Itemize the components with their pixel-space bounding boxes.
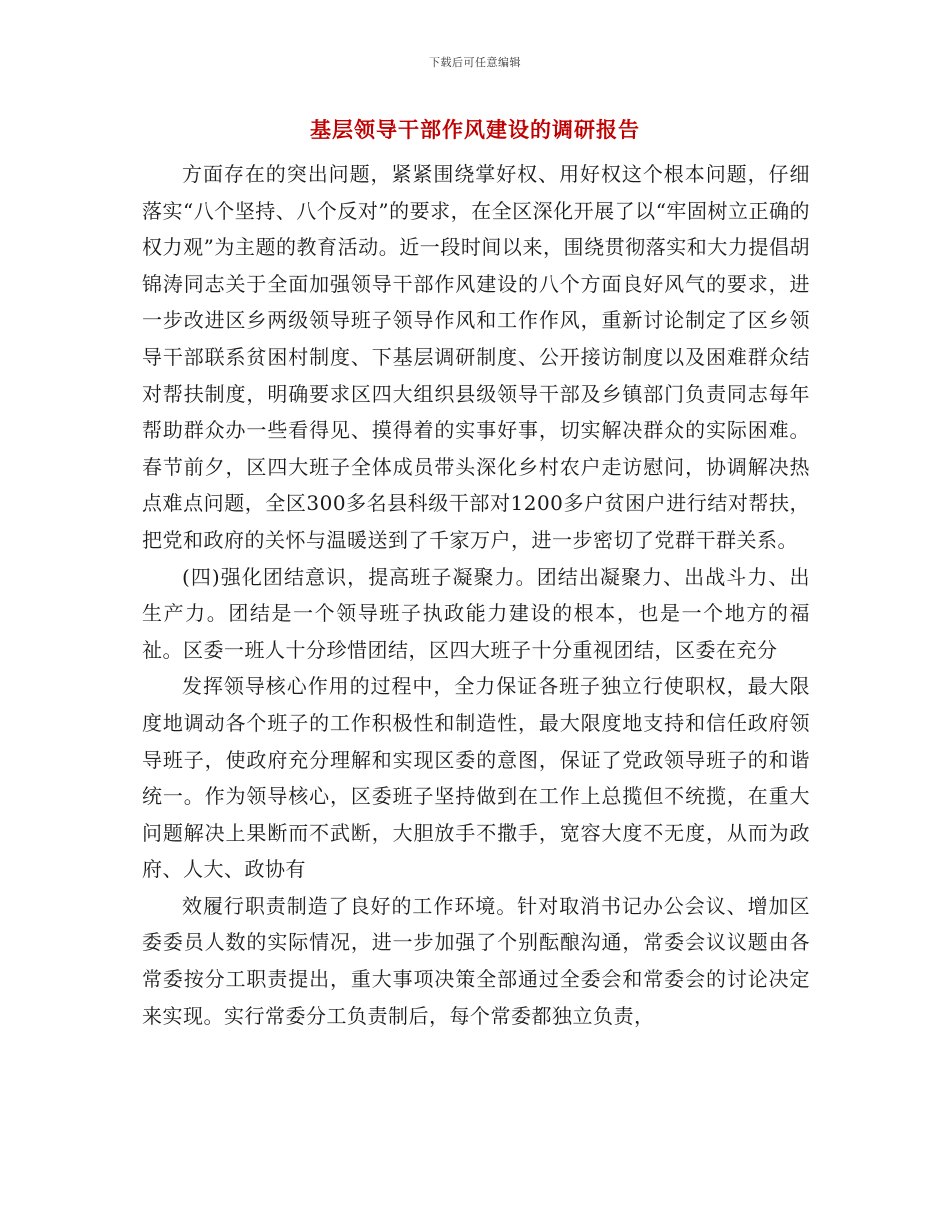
paragraph-2: (四)强化团结意识，提高班子凝聚力。团结出凝聚力、出战斗力、出生产力。团结是一个领导班子执政能力建设的根本，也是一个地方的福祉。区委一班人十分珍惜团结，区四大班子十分重视团结，区委在充分: [142, 564, 810, 662]
paragraph-4: 效履行职责制造了良好的工作环境。针对取消书记办公会议、增加区委委员人数的实际情况，进一步加强了个别酝酿沟通，常委会议议题由各常委按分工职责提出，重大事项决策全部通过全委会和常委会的讨论决定来实现。实行常委分工负责制后，每个常委都独立负责，: [142, 893, 810, 1028]
paragraph-1: 方面存在的突出问题，紧紧围绕掌好权、用好权这个根本问题，仔细落实“八个坚持、八个反对”的要求，在全区深化开展了以“牢固树立正确的权力观”为主题的教育活动。近一段时间以来，围绕贯彻落实和大力提倡胡锦涛同志关于全面加强领导干部作风建设的八个方面良好风气的要求，进一步改进区乡两级领导班子领导作风和工作作风，重新讨论制定了区乡领导干部联系贫困村制度、下基层调研制度、公开接访制度以及困难群众结对帮扶制度，明确要求区四大组织县级领导干部及乡镇部门负责同志每年帮助群众办一些看得见、摸得着的实事好事，切实解决群众的实际困难。春节前夕，区四大班子全体成员带头深化乡村农户走访慰问，协调解决热点难点问题，全区300多名县科级干部对1200多户贫困户进行结对帮扶，把党和政府的关怀与温暖送到了千家万户，进一步密切了党群干群关系。: [142, 162, 810, 552]
page-header-note: 下载后可任意编辑: [429, 56, 521, 69]
document-title: 基层领导干部作风建设的调研报告: [310, 117, 640, 142]
paragraph-3: 发挥领导核心作用的过程中，全力保证各班子独立行使职权，最大限度地调动各个班子的工作积极性和制造性，最大限度地支持和信任政府领导班子，使政府充分理解和实现区委的意图，保证了党政领导班子的和谐统一。作为领导核心，区委班子坚持做到在工作上总揽但不统揽，在重大问题解决上果断而不武断，大胆放手不撒手，宽容大度不无度，从而为政府、人大、政协有: [142, 674, 810, 882]
document-body: [142, 156, 810, 1034]
